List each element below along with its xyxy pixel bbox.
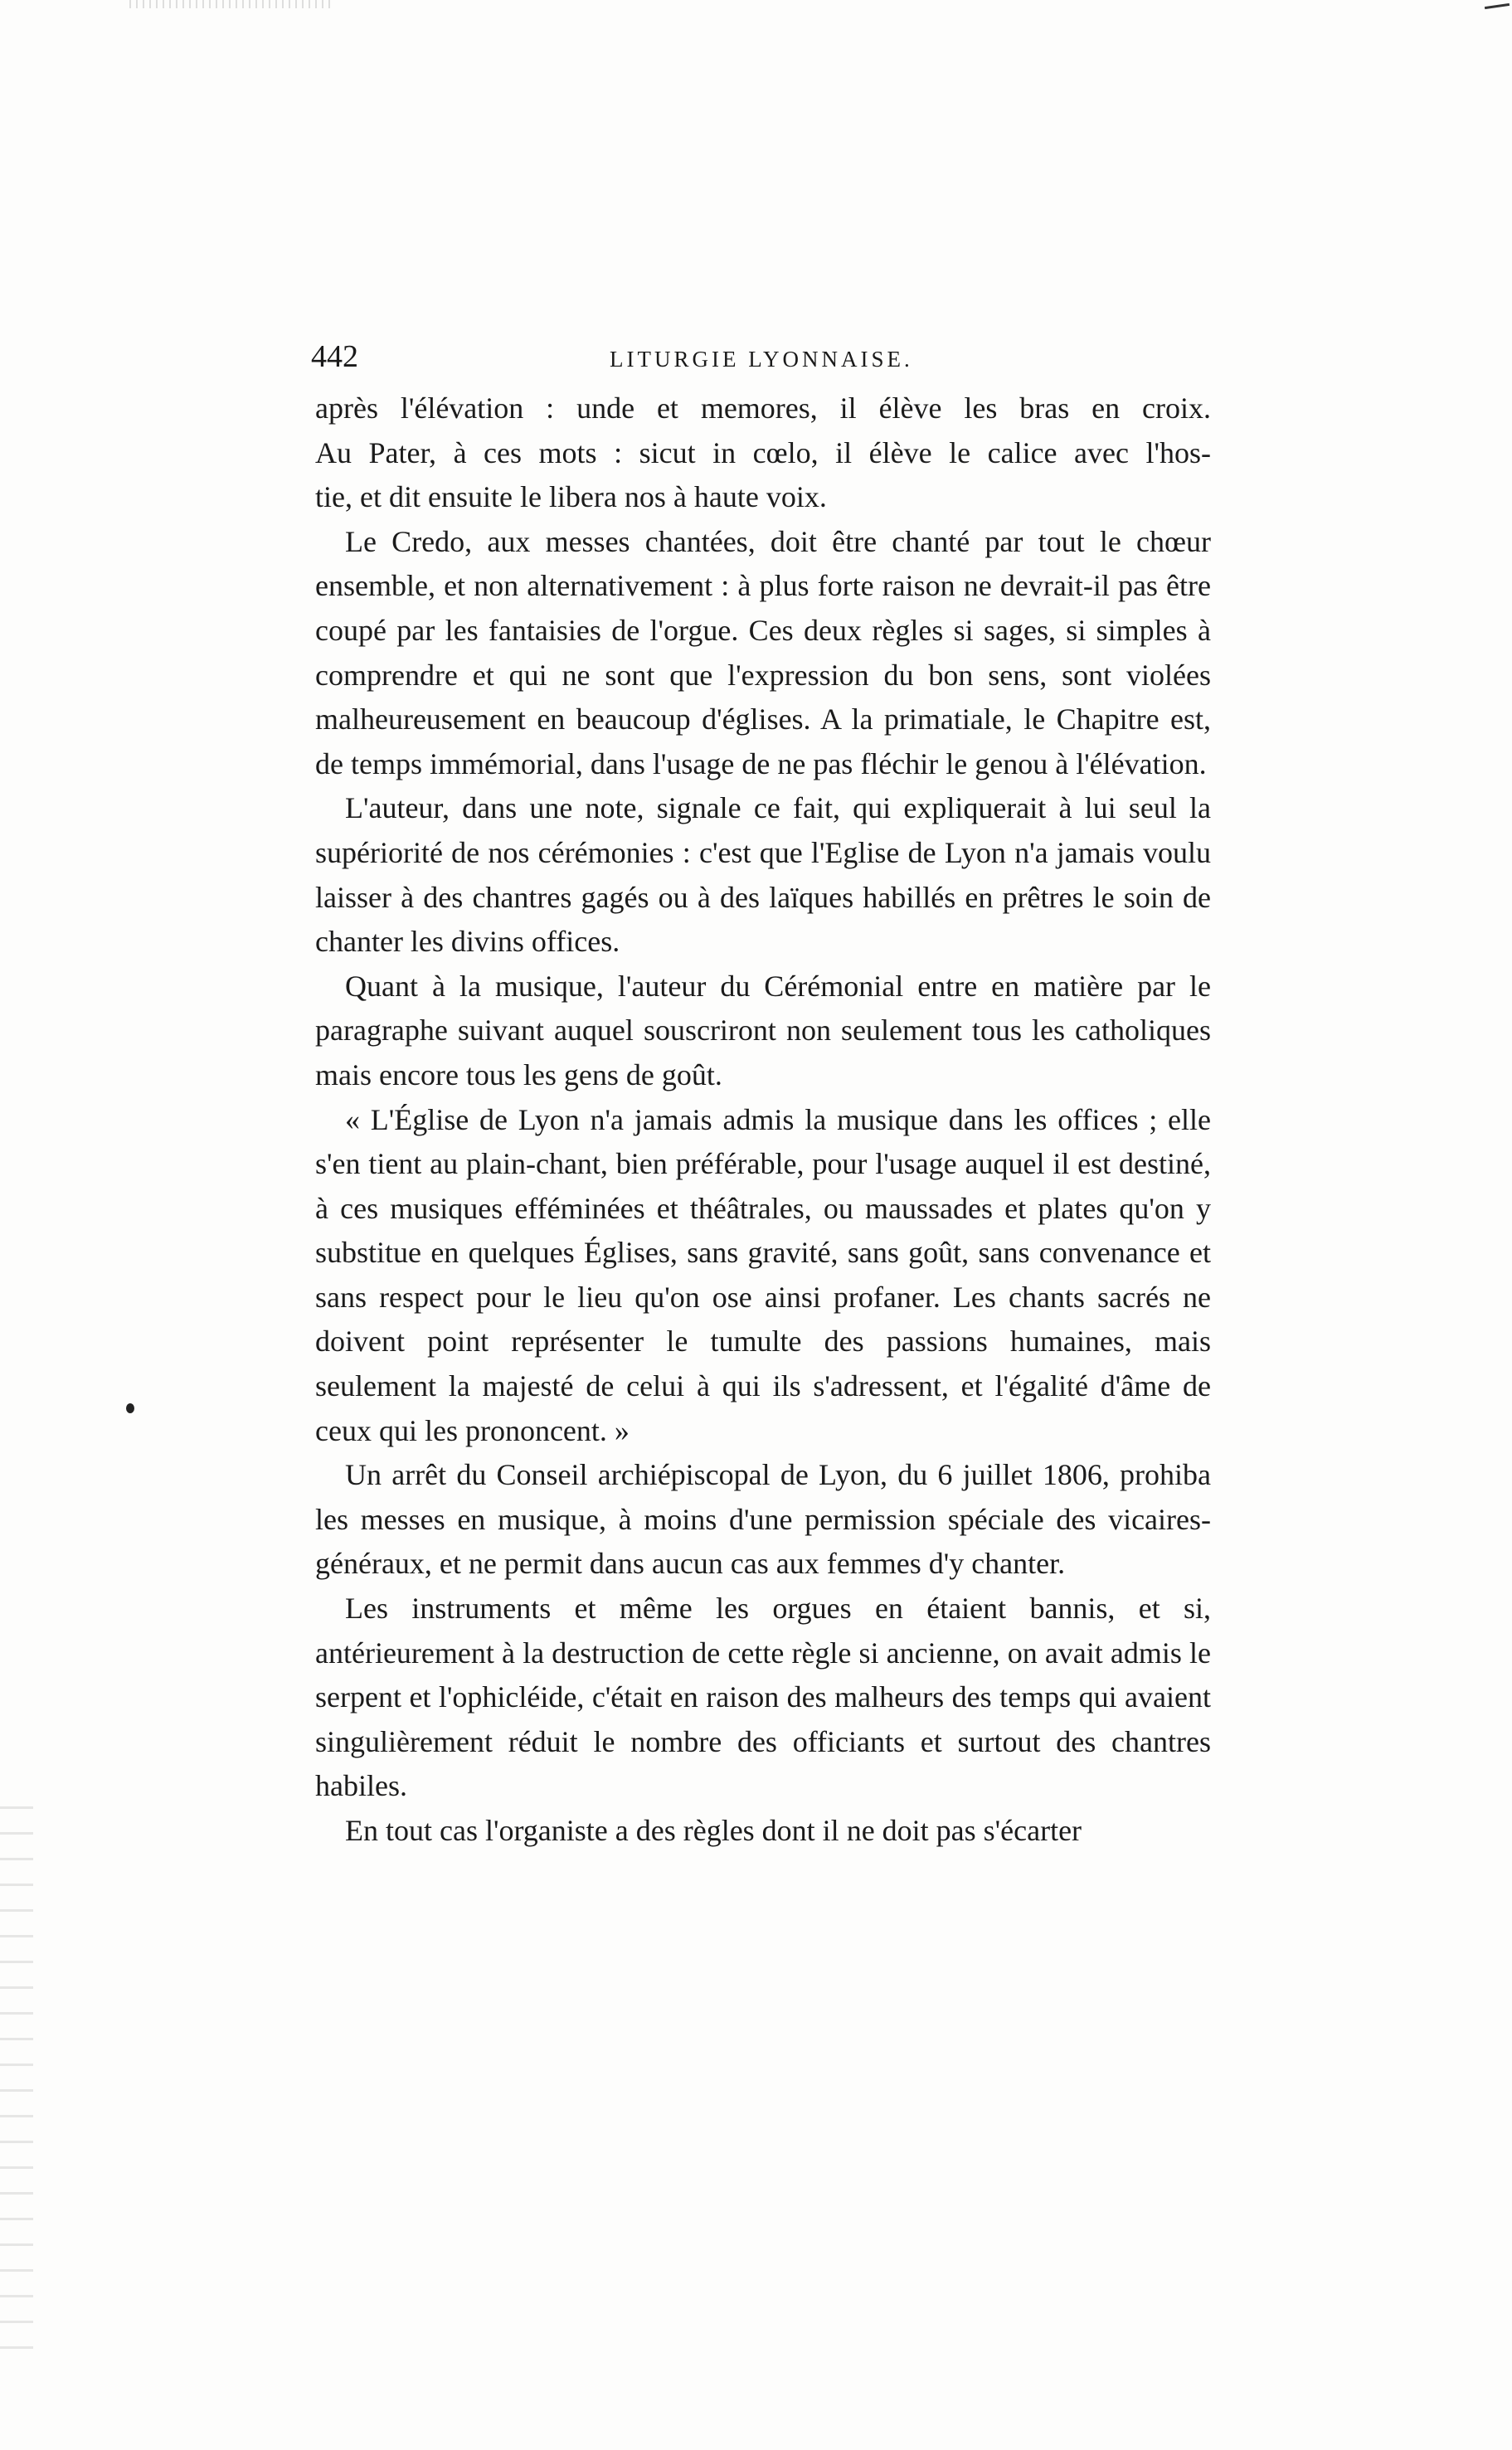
body-text <box>315 386 1211 1854</box>
corner-mark <box>1485 3 1510 9</box>
paragraph-1 <box>315 386 1211 520</box>
page-number: 442 <box>311 339 358 374</box>
paragraph-5: « L'Église de Lyon n'a jamais admis la musique dans les offices ; elle s'en tient au plain-chant, bien préférable, pour l'usage auquel il est destiné, à ces musiques efféminées et théâtrales, ou maussades et plates qu'on y substitue en quelques Églises, sans gravité, sans goût, sans convenance et sans respect pour le lieu qu'on ose ainsi profaner. Les chants sacrés ne doivent point représenter le tumulte des passions humaines, mais seulement la majesté de celui à qui ils s'adressent, et l'égalité d'âme de ceux qui les prononcent. » <box>315 1102 1211 1447</box>
paragraph-3: L'auteur, dans une note, signale ce fait, qui expliquerait à lui seul la supériorité de nos cérémonies : c'est que l'Eglise de Lyon n'a jamais voulu laisser à des chantres gagés ou à des laïques habillés en prêtres le soin de chanter les divins offices. <box>315 791 1211 959</box>
paragraph-8: En tout cas l'organiste a des règles dont il ne doit pas s'écarter <box>345 1814 1082 1847</box>
margin-dot <box>126 1403 134 1413</box>
paragraph-2: Le Credo, aux messes chantées, doit être chanté par tout le chœur ensemble, et non alternativement : à plus forte raison ne devrait-il pas être coupé par les fantaisies de l'orgue. Ces deux règles si sages, si simples à comprendre et qui ne sont que l'expression du bon sens, sont violées malheureusement en beaucoup d'églises. A la primatiale, le Chapitre est, de temps immémorial, dans l'usage de ne pas fléchir le genou à l'élévation. <box>315 524 1211 780</box>
paragraph-7: Les instruments et même les orgues en étaient bannis, et si, antérieurement à la destruction de cette règle si ancienne, on avait admis le serpent et l'ophicléide, c'était en raison des malheurs des temps qui avaient singulièrement réduit le nombre des officiants et surtout des chantres habiles. <box>315 1592 1211 1803</box>
page-header <box>311 338 1215 380</box>
scan-artifact-top <box>124 0 332 8</box>
paragraph-6: Un arrêt du Conseil archiépiscopal de Lyon, du 6 juillet 1806, prohiba les messes en musique, à moins d'une permission spéciale des vicaires-généraux, et ne permit dans aucun cas aux femmes d'y chanter. <box>315 1458 1211 1581</box>
paragraph-1-line-2: Au Pater, à ces mots : sicut in cœlo, il élève le calice avec l'hos- <box>315 435 1211 469</box>
running-title: LITURGIE LYONNAISE. <box>610 347 913 372</box>
paragraph-1-line-1: après l'élévation : unde et memores, il élève les bras en croix. <box>315 391 1211 425</box>
paragraph-4: Quant à la musique, l'auteur du Cérémonial entre en matière par le paragraphe suivant auquel souscriront non seulement tous les catholiques mais encore tous les gens de goût. <box>315 969 1211 1091</box>
paragraph-1-line-3: tie, et dit ensuite le libera nos à haute voix. <box>315 480 827 514</box>
scan-artifact-edge <box>0 1783 33 2364</box>
